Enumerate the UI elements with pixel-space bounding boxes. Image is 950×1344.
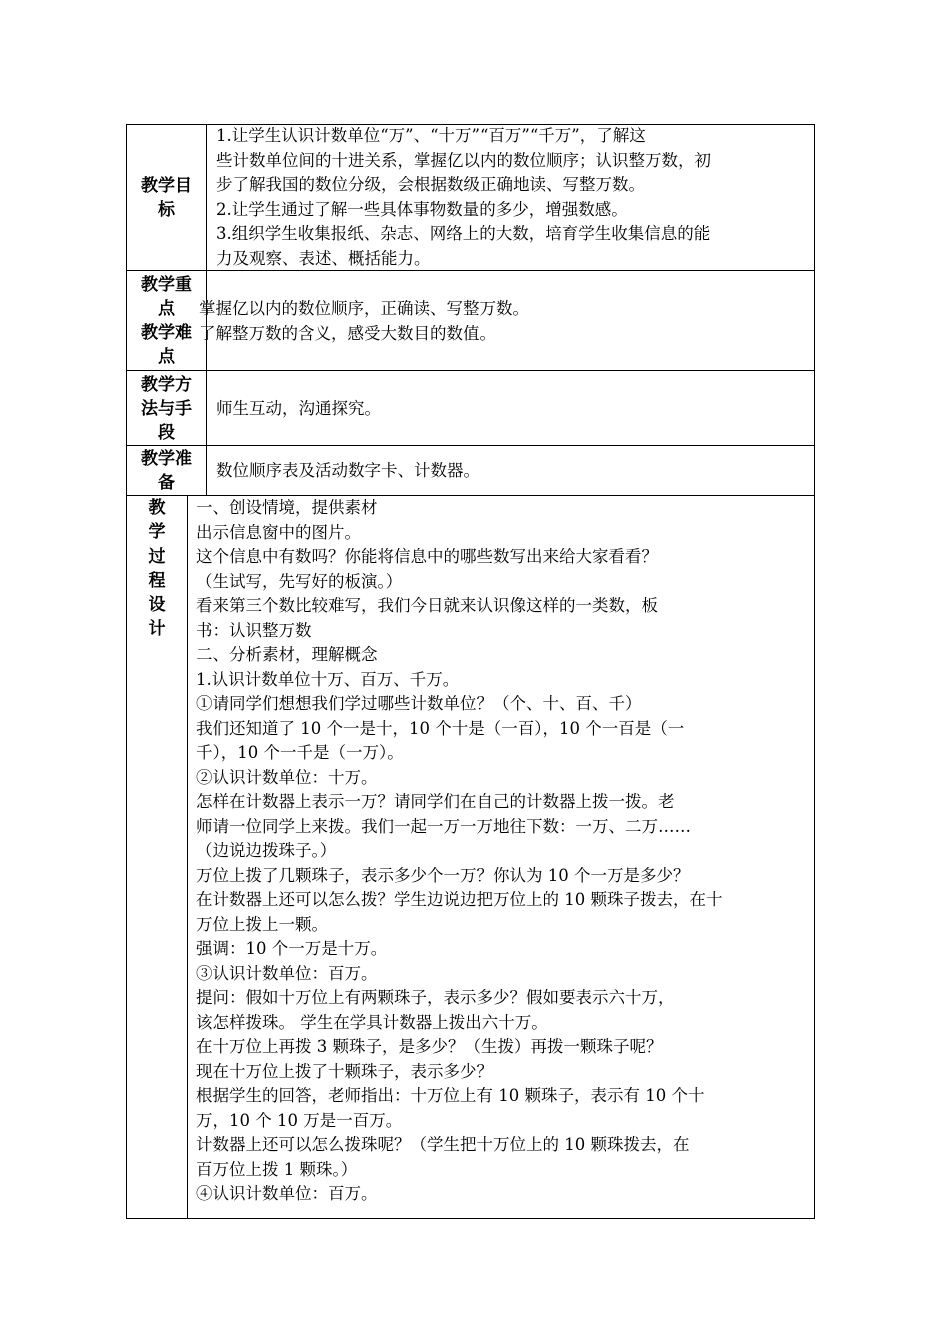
content-teaching-process-design: 一、创设情境，提供素材 出示信息窗中的图片。 这个信息中有数吗？你能将信息中的哪些数写出来给大家看看？ （生试写，先写好的板演。） 看来第三个数比较难写，我们今日就来认识像这样的一类数，板 书：认识整万数 二、分析素材，理解概念 1.认识计数单位十万、百万、千万。 ①请同学们想想我们学过哪些计数单位？（个、十、百、千） 我们还知道了 10 个一是十，10 个十是（一百），10 个一百是（一 千），10 个一千是（一万）。 ②认识计数单位：十万。 怎样在计数器上表示一万？请同学们在自己的计数器上拨一拨。老 师请一位同学上来拨。我们一起一万一万地往下数：一万、二万…… （边说边拨珠子。） 万位上拨了几颗珠子，表示多少个一万？你认为 10 个一万是多少？ 在计数器上还可以怎么拨？学生边说边把万位上的 10 颗珠子拨去，在十 万位上拨上一颗。 强调：10 个一万是十万。 ③认识计数单位：百万。 提问：假如十万位上有两颗珠子，表示多少？假如要表示六十万， 该怎样拨珠。 学生在学具计数器上拨出六十万。 在十万位上再拨 3 颗珠子，是多少？（生拨）再拨一颗珠子呢？ 现在十万位上拨了十颗珠子，表示多少？ 根据学生的回答，老师指出：十万位上有 10 颗珠子，表示有 10 个十 万，10 个 10 万是一百万。 计数器上还可以怎么拨珠呢？（学生把十万位上的 10 颗珠拨去，在 百万位上拨 1 颗珠。） ④认识计数单位：百万。	[196, 498, 723, 1203]
label-teaching-objectives: 教学目 标	[141, 176, 192, 220]
label-teaching-methods: 教学方 法与手 段	[141, 375, 192, 443]
row-divider	[127, 370, 814, 371]
label-teaching-preparation: 教学准 备	[141, 449, 192, 493]
content-teaching-preparation: 数位顺序表及活动数字卡、计数器。	[216, 461, 480, 480]
content-teaching-methods: 师生互动，沟通探究。	[216, 399, 381, 418]
label-teaching-process-design: 教 学 过 程 设 计	[148, 498, 166, 640]
row-divider	[127, 445, 814, 446]
label-key-and-difficult-points: 教学重 点 教学难 点	[141, 275, 192, 367]
content-teaching-objectives: 1.让学生认识计数单位“万”、“十万”“百万”“千万”，了解这 些计数单位间的十进关系，掌握亿以内的数位顺序；认识整万数，初 步了解我国的数位分级，会根据数级正确地读、写整万数。 2.让学生通过了解一些具体事物数量的多少，增强数感。 3.组织学生收集报纸、杂志、网络上的大数，培育学生收集信息的能 力及观察、表述、概括能力。	[216, 126, 711, 268]
lesson-plan-table	[126, 124, 815, 1219]
content-key-and-difficult-points: 掌握亿以内的数位顺序，正确读、写整万数。 了解整万数的含义，感受大数目的数值。	[199, 299, 529, 343]
column-divider	[187, 495, 188, 1219]
